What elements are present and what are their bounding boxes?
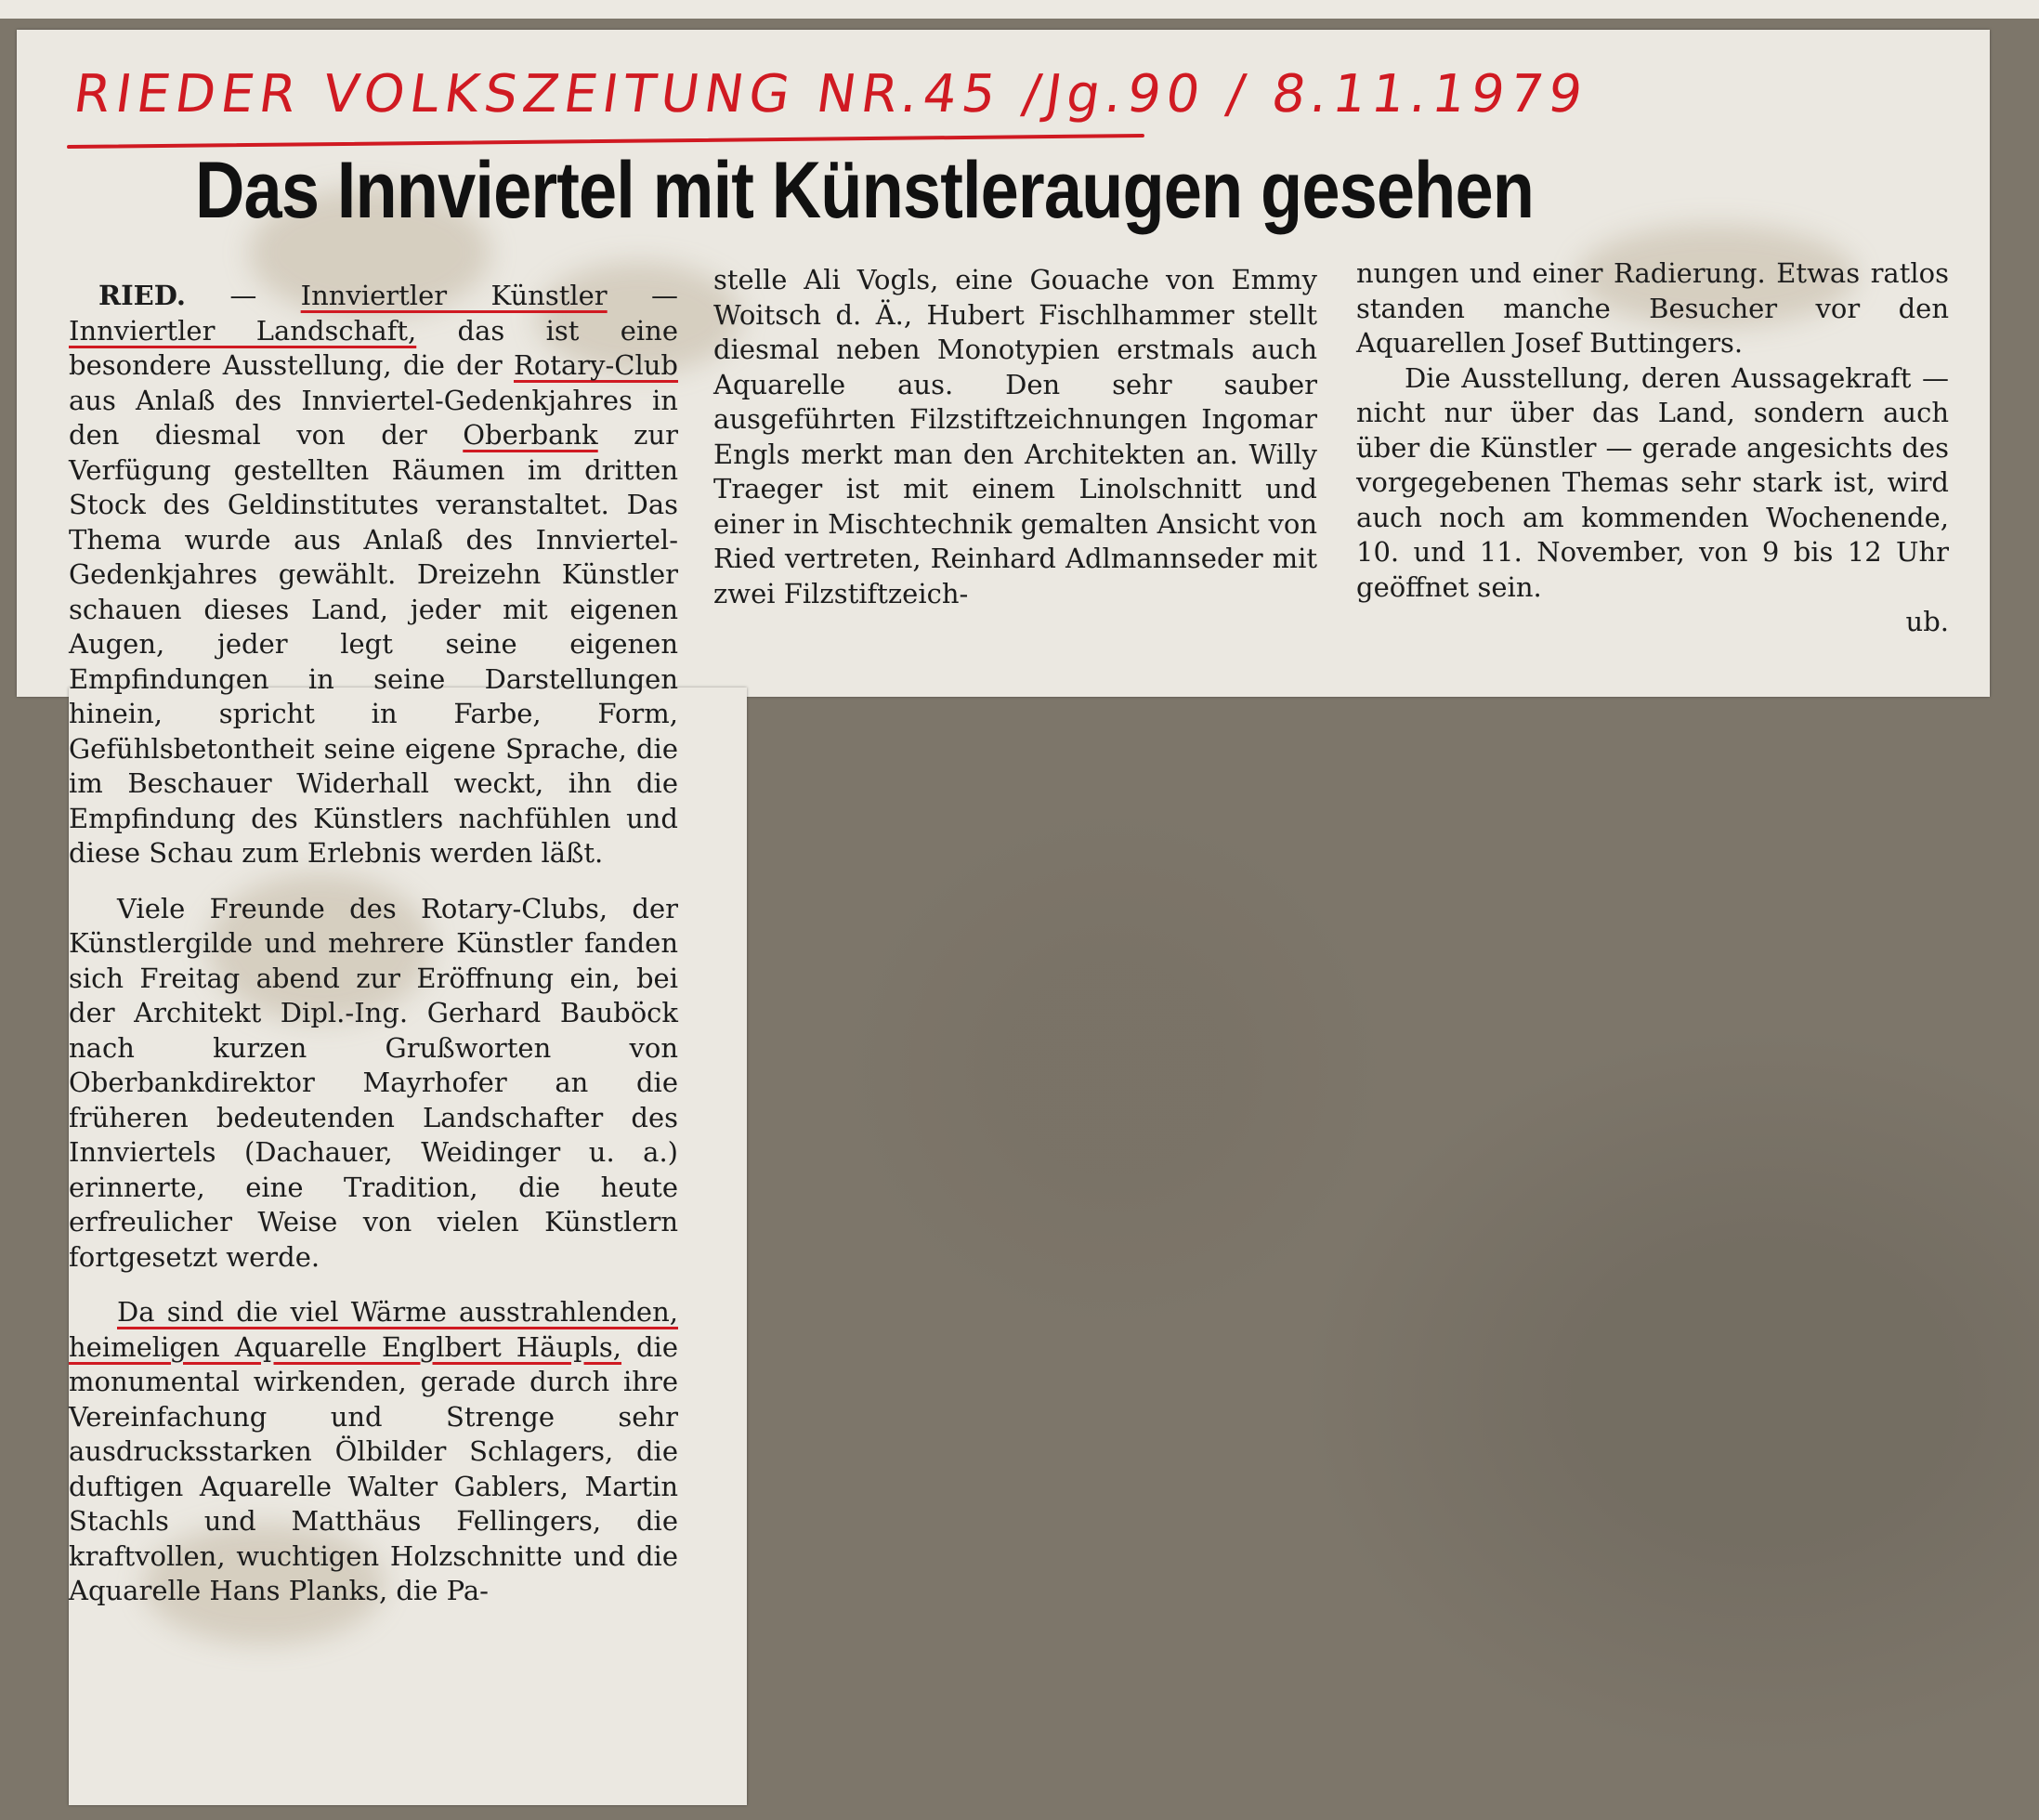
paragraph: Die Ausstellung, deren Aussagekraft — nicht nur über das Land, sondern auch über die Künstler — gerade angesichts des vorgegebenen Themas sehr stark ist, wird auch noch am kommenden Wochenende, 10. und 11. November, von 9 bis 12 Uhr geöffnet sein. xyxy=(1356,361,1949,603)
text-run: aus Anlaß des Innviertel-Gedenkjahres in den diesmal von der xyxy=(69,384,678,451)
underlined-phrase: Rotary-Club xyxy=(514,349,678,381)
paragraph: stelle Ali Vogls, eine Gouache von Emmy Woitsch d. Ä., Hubert Fischlhammer stellt diesmal neben Monotypien erstmals auch Aquarelle aus. Den sehr sauber ausgeführten Filzstiftzeichnungen Ingomar Engls merkt man den Architekten an. Willy Traeger ist mit einem Linolschnitt und einer in Mischtechnik gemalten Ansicht von Ried vertreten, Reinhard Adlmannseder mit zwei Filzstiftzeich- xyxy=(713,264,1317,609)
dateline: RIED. xyxy=(98,280,186,311)
paragraph xyxy=(69,1295,678,1609)
underlined-phrase: Innviertler Landschaft, xyxy=(69,314,417,347)
underlined-phrase: Innviertler Künstler xyxy=(300,280,608,311)
paragraph: nungen und einer Radierung. Etwas ratlos standen manche Besucher vor den Aquarellen Josef Buttingers. xyxy=(1356,257,1949,359)
paragraph xyxy=(69,279,678,871)
paragraph: Viele Freunde des Rotary-Clubs, der Künstlergilde und mehrere Künstler fanden sich Freitag abend zur Eröffnung ein, bei der Architekt Dipl.-Ing. Gerhard Bauböck nach kurzen Grußworten von Oberbankdirektor Mayrhofer an die früheren bedeutenden Landschafter des Innviertels (Dachauer, Weidinger u. a.) erinnerte, eine Tradition, die heute erfreulicher Weise von vielen Künstlern fortgesetzt werde. xyxy=(69,892,678,1273)
underlined-phrase: Da sind die viel Wärme ausstrahlenden, heimeligen Aquarelle Englbert Häupls, xyxy=(69,1296,678,1363)
article-column-3 xyxy=(1356,256,1949,640)
text-run: das ist eine besondere Ausstellung, die der xyxy=(69,314,678,381)
author-signature: ub. xyxy=(1905,606,1949,637)
underlined-phrase: Oberbank xyxy=(463,419,598,451)
text-run: — xyxy=(607,280,679,311)
article-headline: Das Innviertel mit Künstleraugen gesehen xyxy=(195,146,1535,235)
handwritten-source-note: RIEDER VOLKSZEITUNG NR.45 /Jg.90 / 8.11.1979 xyxy=(70,64,1592,124)
article-column-2 xyxy=(713,263,1317,611)
text-run: die monumental wirkenden, gerade durch ihre Vereinfachung und Strenge sehr ausdrucksstarken Ölbilder Schlagers, die duftigen Aquarelle Walter Gablers, Martin Stachls und Matthäus Fellingers, die kraftvollen, wuchtigen Holzschnitte und die Aquarelle Hans Planks, die Pa- xyxy=(69,1330,678,1606)
backing-top-edge xyxy=(0,0,2039,19)
article-column-1 xyxy=(69,279,678,1609)
text-run: zur Verfügung gestellten Räumen im dritten Stock des Geldinstitutes veranstaltet. Das Thema wurde aus Anlaß des Innviertel-Gedenkjahres gewählt. Dreizehn Künstler schauen dieses Land, jeder mit eigenen Augen, jeder legt seine eigenen Empfindungen in seine Darstellungen hinein, spricht in Farbe, Form, Gefühlsbetontheit seine eigene Sprache, die im Beschauer Widerhall weckt, ihn die Empfindung des Künstlers nachfühlen und diese Schau zum Erlebnis werden läßt. xyxy=(69,419,678,869)
text-run: — xyxy=(185,280,301,311)
